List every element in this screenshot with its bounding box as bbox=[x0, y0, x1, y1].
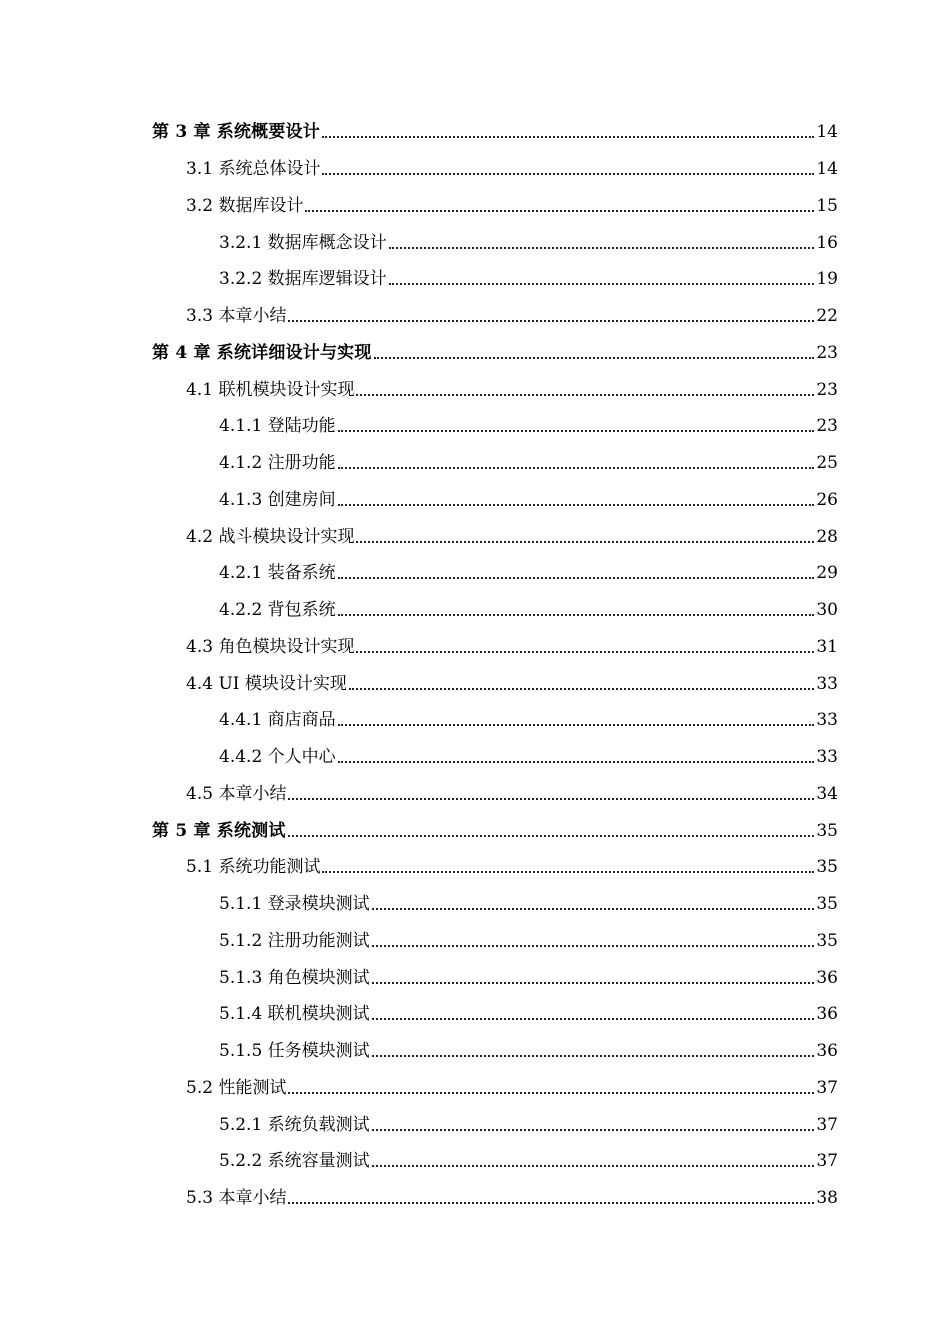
dot-leader bbox=[338, 710, 815, 730]
toc-entry[interactable] bbox=[0, 335, 950, 372]
toc-entry-title: 4.3 角色模块设计实现 bbox=[186, 636, 355, 657]
dot-leader bbox=[322, 857, 814, 877]
toc-entry-title: 4.1.3 创建房间 bbox=[219, 489, 336, 510]
dot-leader bbox=[389, 269, 815, 289]
toc-entry-page-number: 35 bbox=[816, 930, 838, 951]
toc-entry-page-number: 14 bbox=[816, 159, 838, 180]
toc-entry-title: 5.2.1 系统负载测试 bbox=[219, 1114, 370, 1135]
dot-leader bbox=[372, 968, 815, 988]
toc-entry-page-number: 15 bbox=[816, 195, 838, 216]
toc-entry-page-number: 25 bbox=[816, 453, 838, 474]
toc-entry-page-number: 28 bbox=[816, 526, 838, 547]
toc-entry-page-number: 37 bbox=[816, 1077, 838, 1098]
toc-entry-title: 3.1 系统总体设计 bbox=[186, 159, 321, 180]
toc-entry-page-number: 29 bbox=[816, 563, 838, 584]
toc-entry-title: 5.1.3 角色模块测试 bbox=[219, 967, 370, 988]
toc-entry-title: 5.2 性能测试 bbox=[186, 1077, 287, 1098]
dot-leader bbox=[322, 159, 814, 179]
toc-entry-title: 第 5 章 系统测试 bbox=[152, 820, 286, 841]
dot-leader bbox=[356, 527, 814, 547]
toc-entry[interactable] bbox=[0, 1106, 950, 1143]
toc-entry[interactable] bbox=[0, 665, 950, 702]
toc-entry-page-number: 37 bbox=[816, 1114, 838, 1135]
toc-entry[interactable] bbox=[0, 482, 950, 519]
toc-entry-page-number: 16 bbox=[816, 232, 838, 253]
toc-entry-page-number: 35 bbox=[816, 894, 838, 915]
toc-entry-title: 3.2.2 数据库逻辑设计 bbox=[219, 269, 387, 290]
toc-entry-page-number: 38 bbox=[816, 1188, 838, 1209]
toc-entry-page-number: 14 bbox=[816, 122, 838, 143]
toc-entry[interactable] bbox=[0, 408, 950, 445]
dot-leader bbox=[338, 453, 815, 473]
toc-entry[interactable] bbox=[0, 592, 950, 629]
toc-entry[interactable] bbox=[0, 445, 950, 482]
toc-entry-title: 第 4 章 系统详细设计与实现 bbox=[152, 342, 372, 363]
toc-entry[interactable] bbox=[0, 298, 950, 335]
toc-entry[interactable] bbox=[0, 923, 950, 960]
toc-entry-page-number: 26 bbox=[816, 489, 838, 510]
dot-leader bbox=[374, 343, 815, 363]
toc-entry-title: 4.2 战斗模块设计实现 bbox=[186, 526, 355, 547]
toc-entry-page-number: 33 bbox=[816, 747, 838, 768]
dot-leader bbox=[389, 233, 815, 253]
toc-entry-title: 3.2.1 数据库概念设计 bbox=[219, 232, 387, 253]
toc-entry-title: 4.1.2 注册功能 bbox=[219, 453, 336, 474]
dot-leader bbox=[338, 490, 815, 510]
toc-entry-title: 3.2 数据库设计 bbox=[186, 195, 304, 216]
toc-entry[interactable] bbox=[0, 1143, 950, 1180]
toc-entry[interactable] bbox=[0, 702, 950, 739]
toc-entry-title: 4.4.1 商店商品 bbox=[219, 710, 336, 731]
toc-entry-title: 4.1.1 登陆功能 bbox=[219, 416, 336, 437]
toc-entry-page-number: 34 bbox=[816, 783, 838, 804]
toc-entry[interactable] bbox=[0, 1033, 950, 1070]
table-of-contents bbox=[0, 114, 950, 1217]
toc-entry-title: 3.3 本章小结 bbox=[186, 306, 287, 327]
toc-entry[interactable] bbox=[0, 224, 950, 261]
toc-entry[interactable] bbox=[0, 996, 950, 1033]
toc-entry-page-number: 33 bbox=[816, 673, 838, 694]
toc-entry-page-number: 23 bbox=[816, 342, 838, 363]
toc-entry-title: 4.1 联机模块设计实现 bbox=[186, 379, 355, 400]
toc-entry[interactable] bbox=[0, 959, 950, 996]
toc-entry-page-number: 35 bbox=[816, 820, 838, 841]
toc-entry-page-number: 37 bbox=[816, 1151, 838, 1172]
toc-entry[interactable] bbox=[0, 886, 950, 923]
toc-entry[interactable] bbox=[0, 812, 950, 849]
toc-entry[interactable] bbox=[0, 1180, 950, 1217]
dot-leader bbox=[372, 894, 815, 914]
toc-entry[interactable] bbox=[0, 776, 950, 813]
dot-leader bbox=[372, 1041, 815, 1061]
dot-leader bbox=[288, 1188, 814, 1208]
dot-leader bbox=[338, 600, 815, 620]
toc-entry-title: 5.2.2 系统容量测试 bbox=[219, 1151, 370, 1172]
toc-entry-title: 5.1.1 登录模块测试 bbox=[219, 894, 370, 915]
dot-leader bbox=[288, 306, 814, 326]
toc-entry-title: 4.4 UI 模块设计实现 bbox=[186, 673, 347, 694]
dot-leader bbox=[349, 674, 814, 694]
toc-entry-page-number: 23 bbox=[816, 379, 838, 400]
toc-entry[interactable] bbox=[0, 518, 950, 555]
dot-leader bbox=[372, 1151, 815, 1171]
dot-leader bbox=[372, 1004, 815, 1024]
toc-entry[interactable] bbox=[0, 629, 950, 666]
dot-leader bbox=[372, 931, 815, 951]
dot-leader bbox=[288, 1078, 814, 1098]
toc-entry[interactable] bbox=[0, 739, 950, 776]
toc-entry-title: 5.3 本章小结 bbox=[186, 1188, 287, 1209]
toc-entry-page-number: 23 bbox=[816, 416, 838, 437]
toc-entry-title: 4.2.2 背包系统 bbox=[219, 600, 336, 621]
toc-entry-page-number: 36 bbox=[816, 1004, 838, 1025]
toc-entry[interactable] bbox=[0, 849, 950, 886]
toc-entry-page-number: 22 bbox=[816, 306, 838, 327]
dot-leader bbox=[305, 196, 814, 216]
toc-entry-title: 第 3 章 系统概要设计 bbox=[152, 122, 320, 143]
toc-entry-page-number: 30 bbox=[816, 600, 838, 621]
toc-entry[interactable] bbox=[0, 371, 950, 408]
dot-leader bbox=[338, 747, 815, 767]
toc-entry[interactable] bbox=[0, 555, 950, 592]
dot-leader bbox=[356, 380, 814, 400]
toc-entry-title: 4.5 本章小结 bbox=[186, 783, 287, 804]
toc-entry-page-number: 35 bbox=[816, 857, 838, 878]
toc-entry-title: 5.1.4 联机模块测试 bbox=[219, 1004, 370, 1025]
dot-leader bbox=[356, 637, 814, 657]
toc-entry-title: 5.1.2 注册功能测试 bbox=[219, 930, 370, 951]
toc-entry[interactable] bbox=[0, 261, 950, 298]
dot-leader bbox=[338, 563, 815, 583]
toc-entry-title: 5.1.5 任务模块测试 bbox=[219, 1041, 370, 1062]
toc-entry-page-number: 19 bbox=[816, 269, 838, 290]
toc-entry-page-number: 33 bbox=[816, 710, 838, 731]
toc-entry-title: 4.4.2 个人中心 bbox=[219, 747, 336, 768]
toc-entry-page-number: 36 bbox=[816, 967, 838, 988]
toc-entry[interactable] bbox=[0, 1070, 950, 1107]
toc-entry-title: 5.1 系统功能测试 bbox=[186, 857, 321, 878]
toc-entry[interactable] bbox=[0, 114, 950, 151]
toc-entry-page-number: 36 bbox=[816, 1041, 838, 1062]
toc-entry-page-number: 31 bbox=[816, 636, 838, 657]
dot-leader bbox=[322, 122, 814, 142]
dot-leader bbox=[372, 1115, 815, 1135]
toc-entry[interactable] bbox=[0, 151, 950, 188]
dot-leader bbox=[338, 416, 815, 436]
dot-leader bbox=[288, 821, 815, 841]
dot-leader bbox=[288, 784, 814, 804]
toc-entry[interactable] bbox=[0, 188, 950, 225]
toc-entry-title: 4.2.1 装备系统 bbox=[219, 563, 336, 584]
